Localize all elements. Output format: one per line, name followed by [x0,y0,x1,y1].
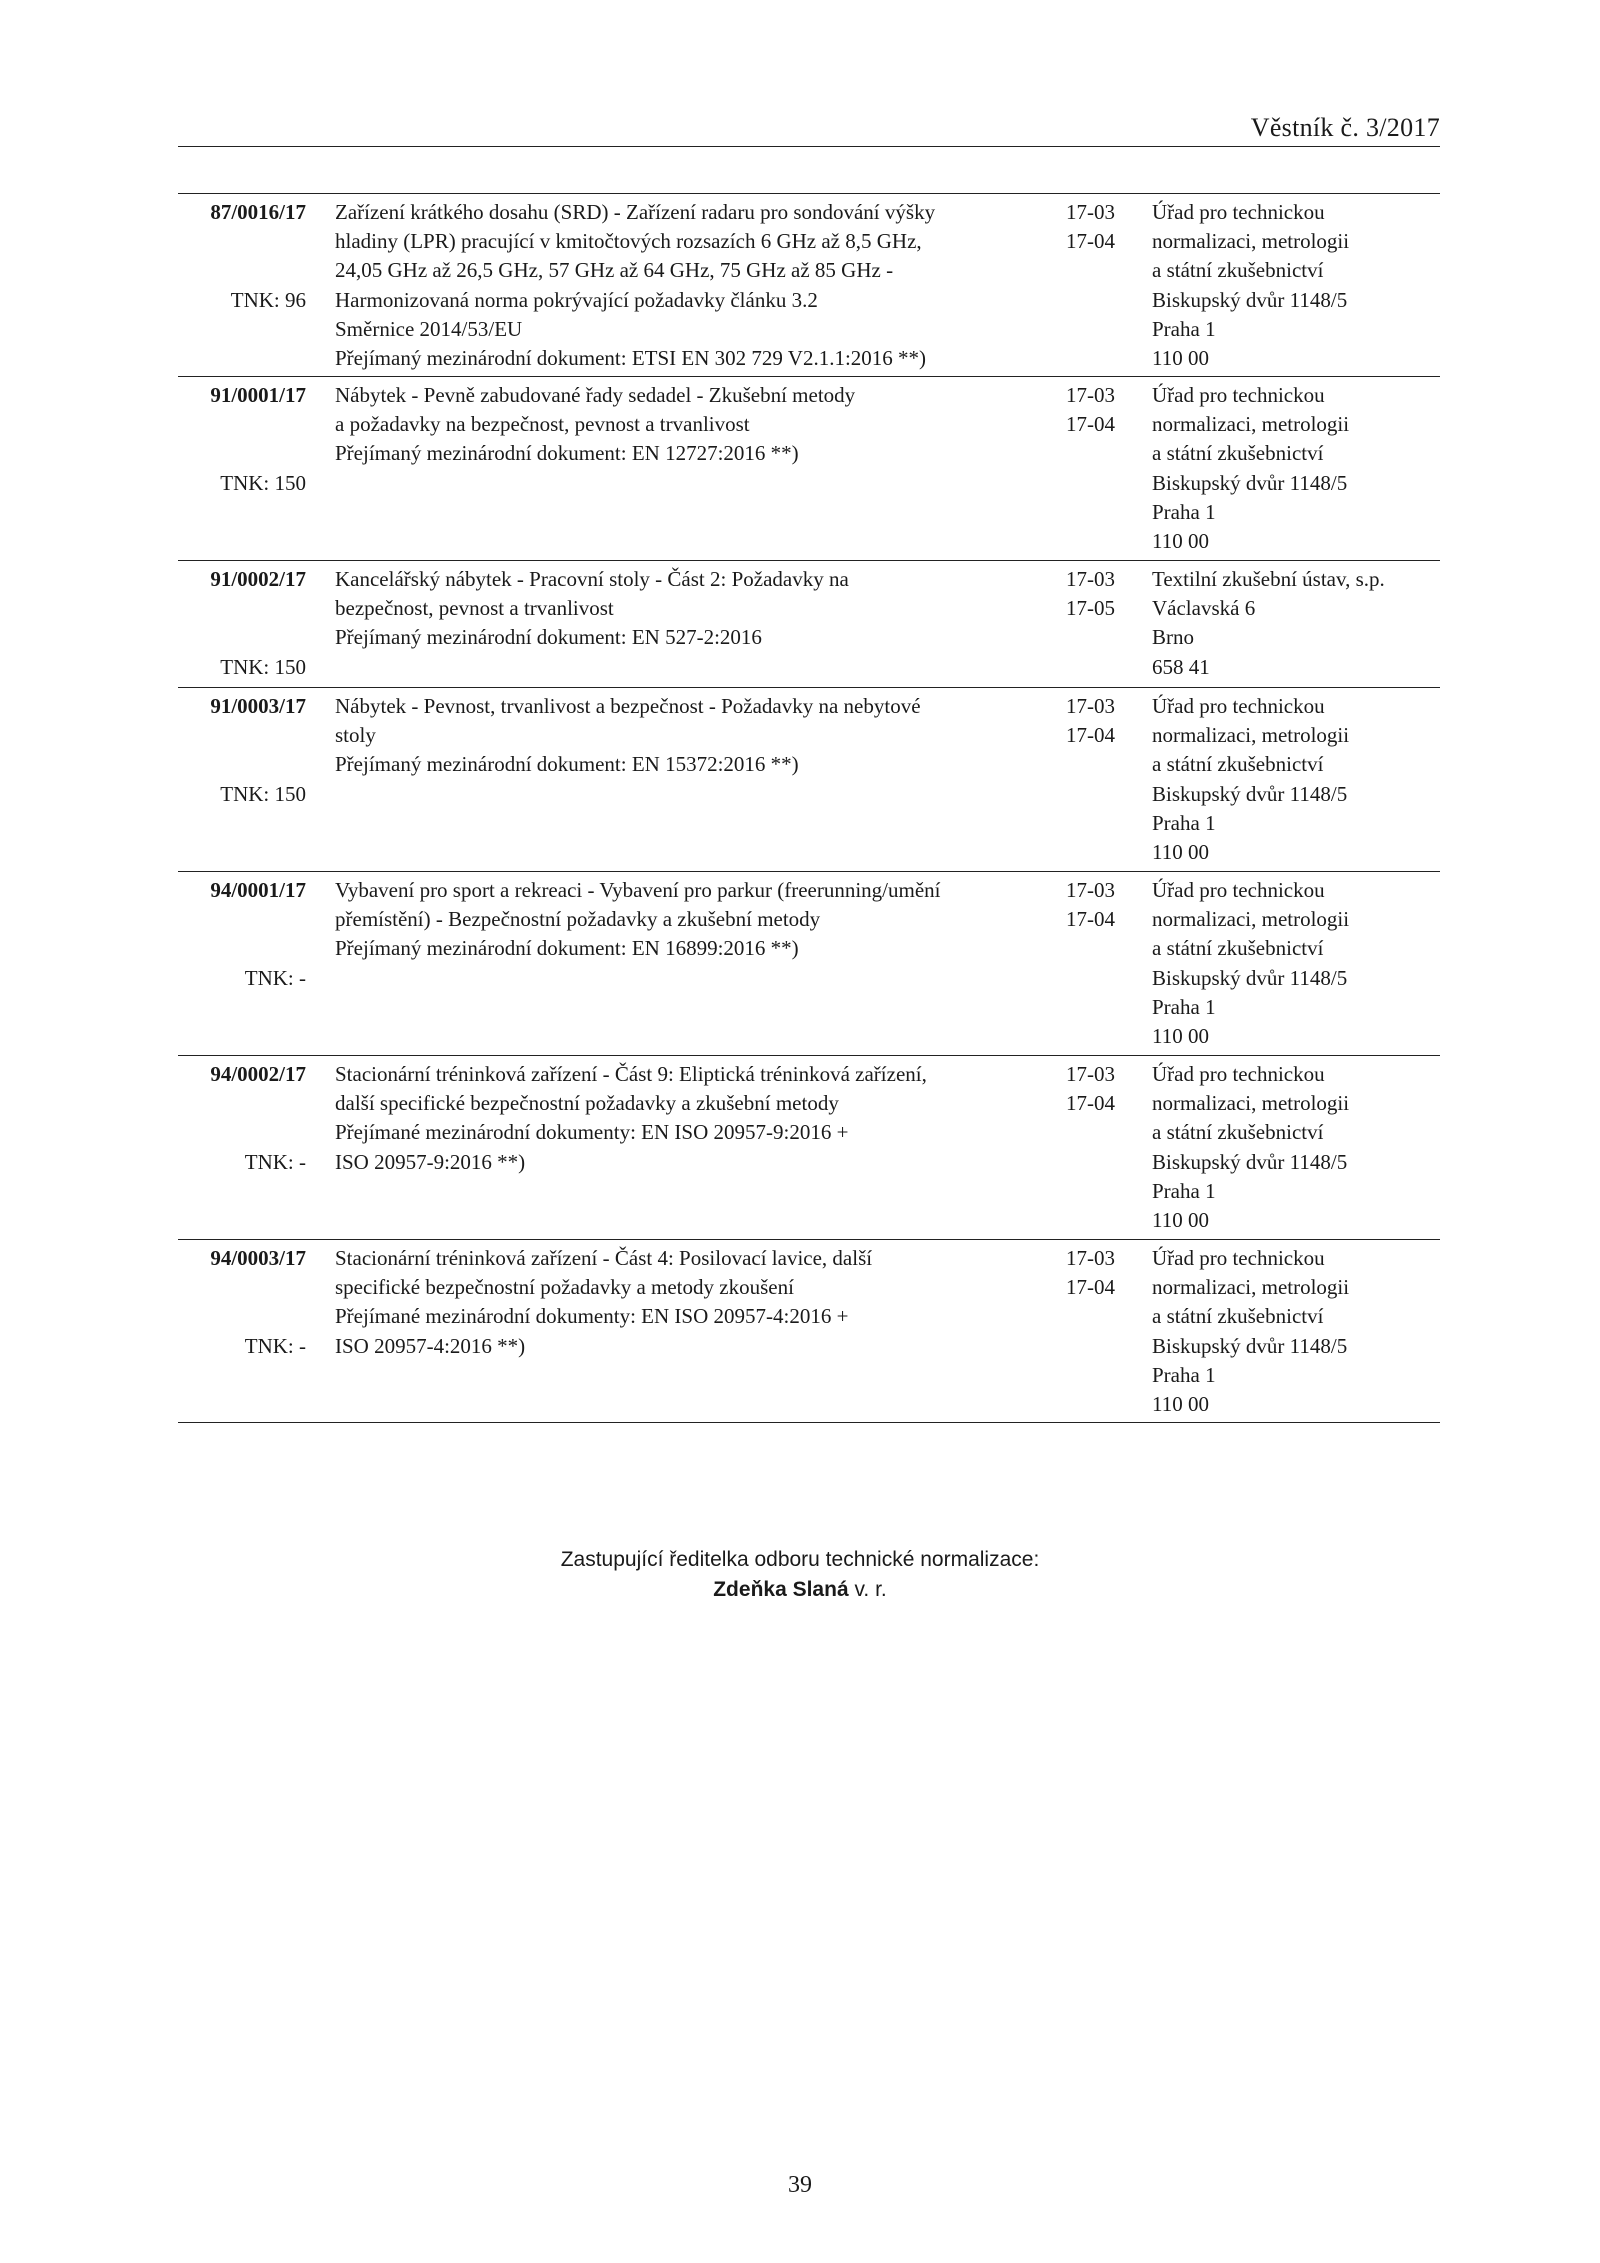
classification-codes-cell [1066,565,1136,623]
title-line: Přejímaný mezinárodní dokument: EN 12727:2016 **) [335,441,799,466]
address-line: a státní zkušebnictví [1152,441,1324,466]
standard-id-cell [178,876,306,990]
table-row [178,688,1440,872]
tnk-label: TNK: - [244,965,306,990]
address-line: normalizaci, metrologii [1152,229,1350,254]
address-line: a státní zkušebnictví [1152,1120,1324,1145]
page-header-title: Věstník č. 3/2017 [1250,113,1440,142]
classification-code: 17-04 [1066,229,1115,254]
classification-code: 17-03 [1066,383,1115,407]
classification-codes-cell [1066,1244,1136,1302]
address-line: normalizaci, metrologii [1152,1091,1350,1116]
classification-code: 17-03 [1066,567,1115,591]
title-line: Harmonizovaná norma pokrývající požadavky článku 3.2 [335,287,818,312]
classification-code: 17-03 [1066,1062,1115,1086]
standard-id-cell [178,692,306,806]
classification-code: 17-03 [1066,200,1115,224]
address-line: Praha 1 [1152,316,1216,341]
title-line: Přejímaný mezinárodní dokument: EN 15372:2016 **) [335,752,799,777]
address-line: Biskupský dvůr 1148/5 [1152,781,1348,806]
classification-code: 17-04 [1066,1275,1115,1300]
processor-address-cell [1152,876,1452,1051]
address-line: Praha 1 [1152,994,1216,1019]
classification-code: 17-04 [1066,1091,1115,1116]
address-line: normalizaci, metrologii [1152,723,1350,748]
standard-number: 94/0002/17 [210,1062,306,1086]
processor-address-cell [1152,381,1452,556]
address-line: Úřad pro technickou [1152,1246,1325,1270]
classification-code: 17-03 [1066,878,1115,902]
title-line: další specifické bezpečnostní požadavky a zkušební metody [335,1091,839,1116]
page-number: 39 [788,2172,812,2198]
address-line: Praha 1 [1152,1362,1216,1387]
address-line: normalizaci, metrologii [1152,1275,1350,1300]
signature-block [0,1545,1600,1605]
classification-code: 17-04 [1066,907,1115,932]
address-line: Biskupský dvůr 1148/5 [1152,470,1348,495]
address-line: Úřad pro technickou [1152,200,1325,224]
classification-code: 17-03 [1066,1246,1115,1270]
address-line: 110 00 [1152,840,1209,865]
title-line: 24,05 GHz až 26,5 GHz, 57 GHz až 64 GHz, 75 GHz až 85 GHz - [335,258,894,283]
standard-id-cell [178,381,306,495]
header-divider [178,146,1440,147]
address-line: 110 00 [1152,1024,1209,1049]
address-line: Úřad pro technickou [1152,694,1325,718]
title-line: Přejímané mezinárodní dokumenty: EN ISO 20957-4:2016 + [335,1304,849,1329]
classification-code: 17-03 [1066,694,1115,718]
address-line: Úřad pro technickou [1152,878,1325,902]
address-line: 110 00 [1152,1392,1209,1417]
table-row [178,561,1440,688]
title-line: Nábytek - Pevně zabudované řady sedadel - Zkušební metody [335,383,856,407]
address-line: Biskupský dvůr 1148/5 [1152,1333,1348,1358]
title-line: Zařízení krátkého dosahu (SRD) - Zařízení radaru pro sondování výšky [335,200,936,224]
processor-address-cell [1152,1060,1452,1235]
signature-name: Zdeňka Slaná [713,1578,849,1601]
address-line: a státní zkušebnictví [1152,752,1324,777]
address-line: Biskupský dvůr 1148/5 [1152,965,1348,990]
address-line: Biskupský dvůr 1148/5 [1152,1149,1348,1174]
address-line: Václavská 6 [1152,596,1256,621]
classification-codes-cell [1066,1060,1136,1118]
title-line: specifické bezpečnostní požadavky a metody zkoušení [335,1275,794,1300]
title-line: Směrnice 2014/53/EU [335,316,523,341]
processor-address-cell [1152,565,1452,682]
classification-codes-cell [1066,692,1136,750]
title-line: Stacionární tréninková zařízení - Část 4: Posilovací lavice, další [335,1246,873,1270]
classification-codes-cell [1066,381,1136,439]
table-row [178,1240,1440,1423]
address-line: Textilní zkušební ústav, s.p. [1152,567,1385,591]
title-line: ISO 20957-4:2016 **) [335,1333,526,1358]
table-row [178,872,1440,1056]
title-line: Přejímaný mezinárodní dokument: EN 527-2:2016 [335,625,762,650]
standard-number: 91/0002/17 [210,567,306,591]
tnk-label: TNK: 150 [220,781,306,806]
classification-codes-cell [1066,198,1136,256]
table-row [178,1056,1440,1240]
address-line: a státní zkušebnictví [1152,936,1324,961]
title-line: a požadavky na bezpečnost, pevnost a trvanlivost [335,412,750,437]
address-line: 110 00 [1152,346,1209,371]
processor-address-cell [1152,1244,1452,1419]
standard-number: 94/0003/17 [210,1246,306,1270]
processor-address-cell [1152,198,1452,373]
address-line: a státní zkušebnictví [1152,1304,1324,1329]
address-line: Úřad pro technickou [1152,1062,1325,1086]
standard-number: 94/0001/17 [210,878,306,902]
title-line: Vybavení pro sport a rekreaci - Vybavení pro parkur (freerunning/umění [335,878,941,902]
classification-code: 17-05 [1066,596,1115,621]
signature-line [0,1575,1600,1605]
address-line: a státní zkušebnictví [1152,258,1324,283]
standard-number: 91/0001/17 [210,383,306,407]
tnk-label: TNK: 150 [220,470,306,495]
standard-number: 91/0003/17 [210,694,306,718]
address-line: 110 00 [1152,529,1209,554]
tnk-label: TNK: 150 [220,654,306,679]
table-row [178,194,1440,377]
standard-id-cell [178,1060,306,1174]
processor-address-cell [1152,692,1452,867]
address-line: 658 41 [1152,654,1210,679]
address-line: normalizaci, metrologii [1152,412,1350,437]
tnk-label: TNK: - [244,1333,306,1358]
title-line: Přejímaný mezinárodní dokument: EN 16899:2016 **) [335,936,799,961]
tnk-label: TNK: - [244,1149,306,1174]
address-line: Praha 1 [1152,810,1216,835]
standard-number: 87/0016/17 [210,200,306,224]
classification-codes-cell [1066,876,1136,934]
address-line: Praha 1 [1152,1178,1216,1203]
standards-table [178,193,1440,1423]
address-line: Brno [1152,625,1194,650]
title-line: ISO 20957-9:2016 **) [335,1149,526,1174]
title-line: Nábytek - Pevnost, trvanlivost a bezpečnost - Požadavky na nebytové [335,694,921,718]
signature-suffix: v. r. [848,1578,887,1601]
tnk-label: TNK: 96 [230,287,306,312]
title-line: bezpečnost, pevnost a trvanlivost [335,596,614,621]
title-line: hladiny (LPR) pracující v kmitočtových rozsazích 6 GHz až 8,5 GHz, [335,229,922,254]
title-line: přemístění) - Bezpečnostní požadavky a zkušební metody [335,907,821,932]
table-row [178,377,1440,561]
signature-role: Zastupující ředitelka odboru technické normalizace: [560,1548,1040,1571]
address-line: Praha 1 [1152,499,1216,524]
standard-id-cell [178,1244,306,1358]
address-line: normalizaci, metrologii [1152,907,1350,932]
address-line: Biskupský dvůr 1148/5 [1152,287,1348,312]
title-line: Kancelářský nábytek - Pracovní stoly - Část 2: Požadavky na [335,567,849,591]
title-line: stoly [335,723,376,748]
address-line: 110 00 [1152,1208,1209,1233]
classification-code: 17-04 [1066,412,1115,437]
title-line: Přejímané mezinárodní dokumenty: EN ISO 20957-9:2016 + [335,1120,849,1145]
standard-id-cell [178,565,306,679]
address-line: Úřad pro technickou [1152,383,1325,407]
standard-id-cell [178,198,306,312]
title-line: Stacionární tréninková zařízení - Část 9: Eliptická tréninková zařízení, [335,1062,927,1086]
title-line: Přejímaný mezinárodní dokument: ETSI EN 302 729 V2.1.1:2016 **) [335,346,927,371]
classification-code: 17-04 [1066,723,1115,748]
